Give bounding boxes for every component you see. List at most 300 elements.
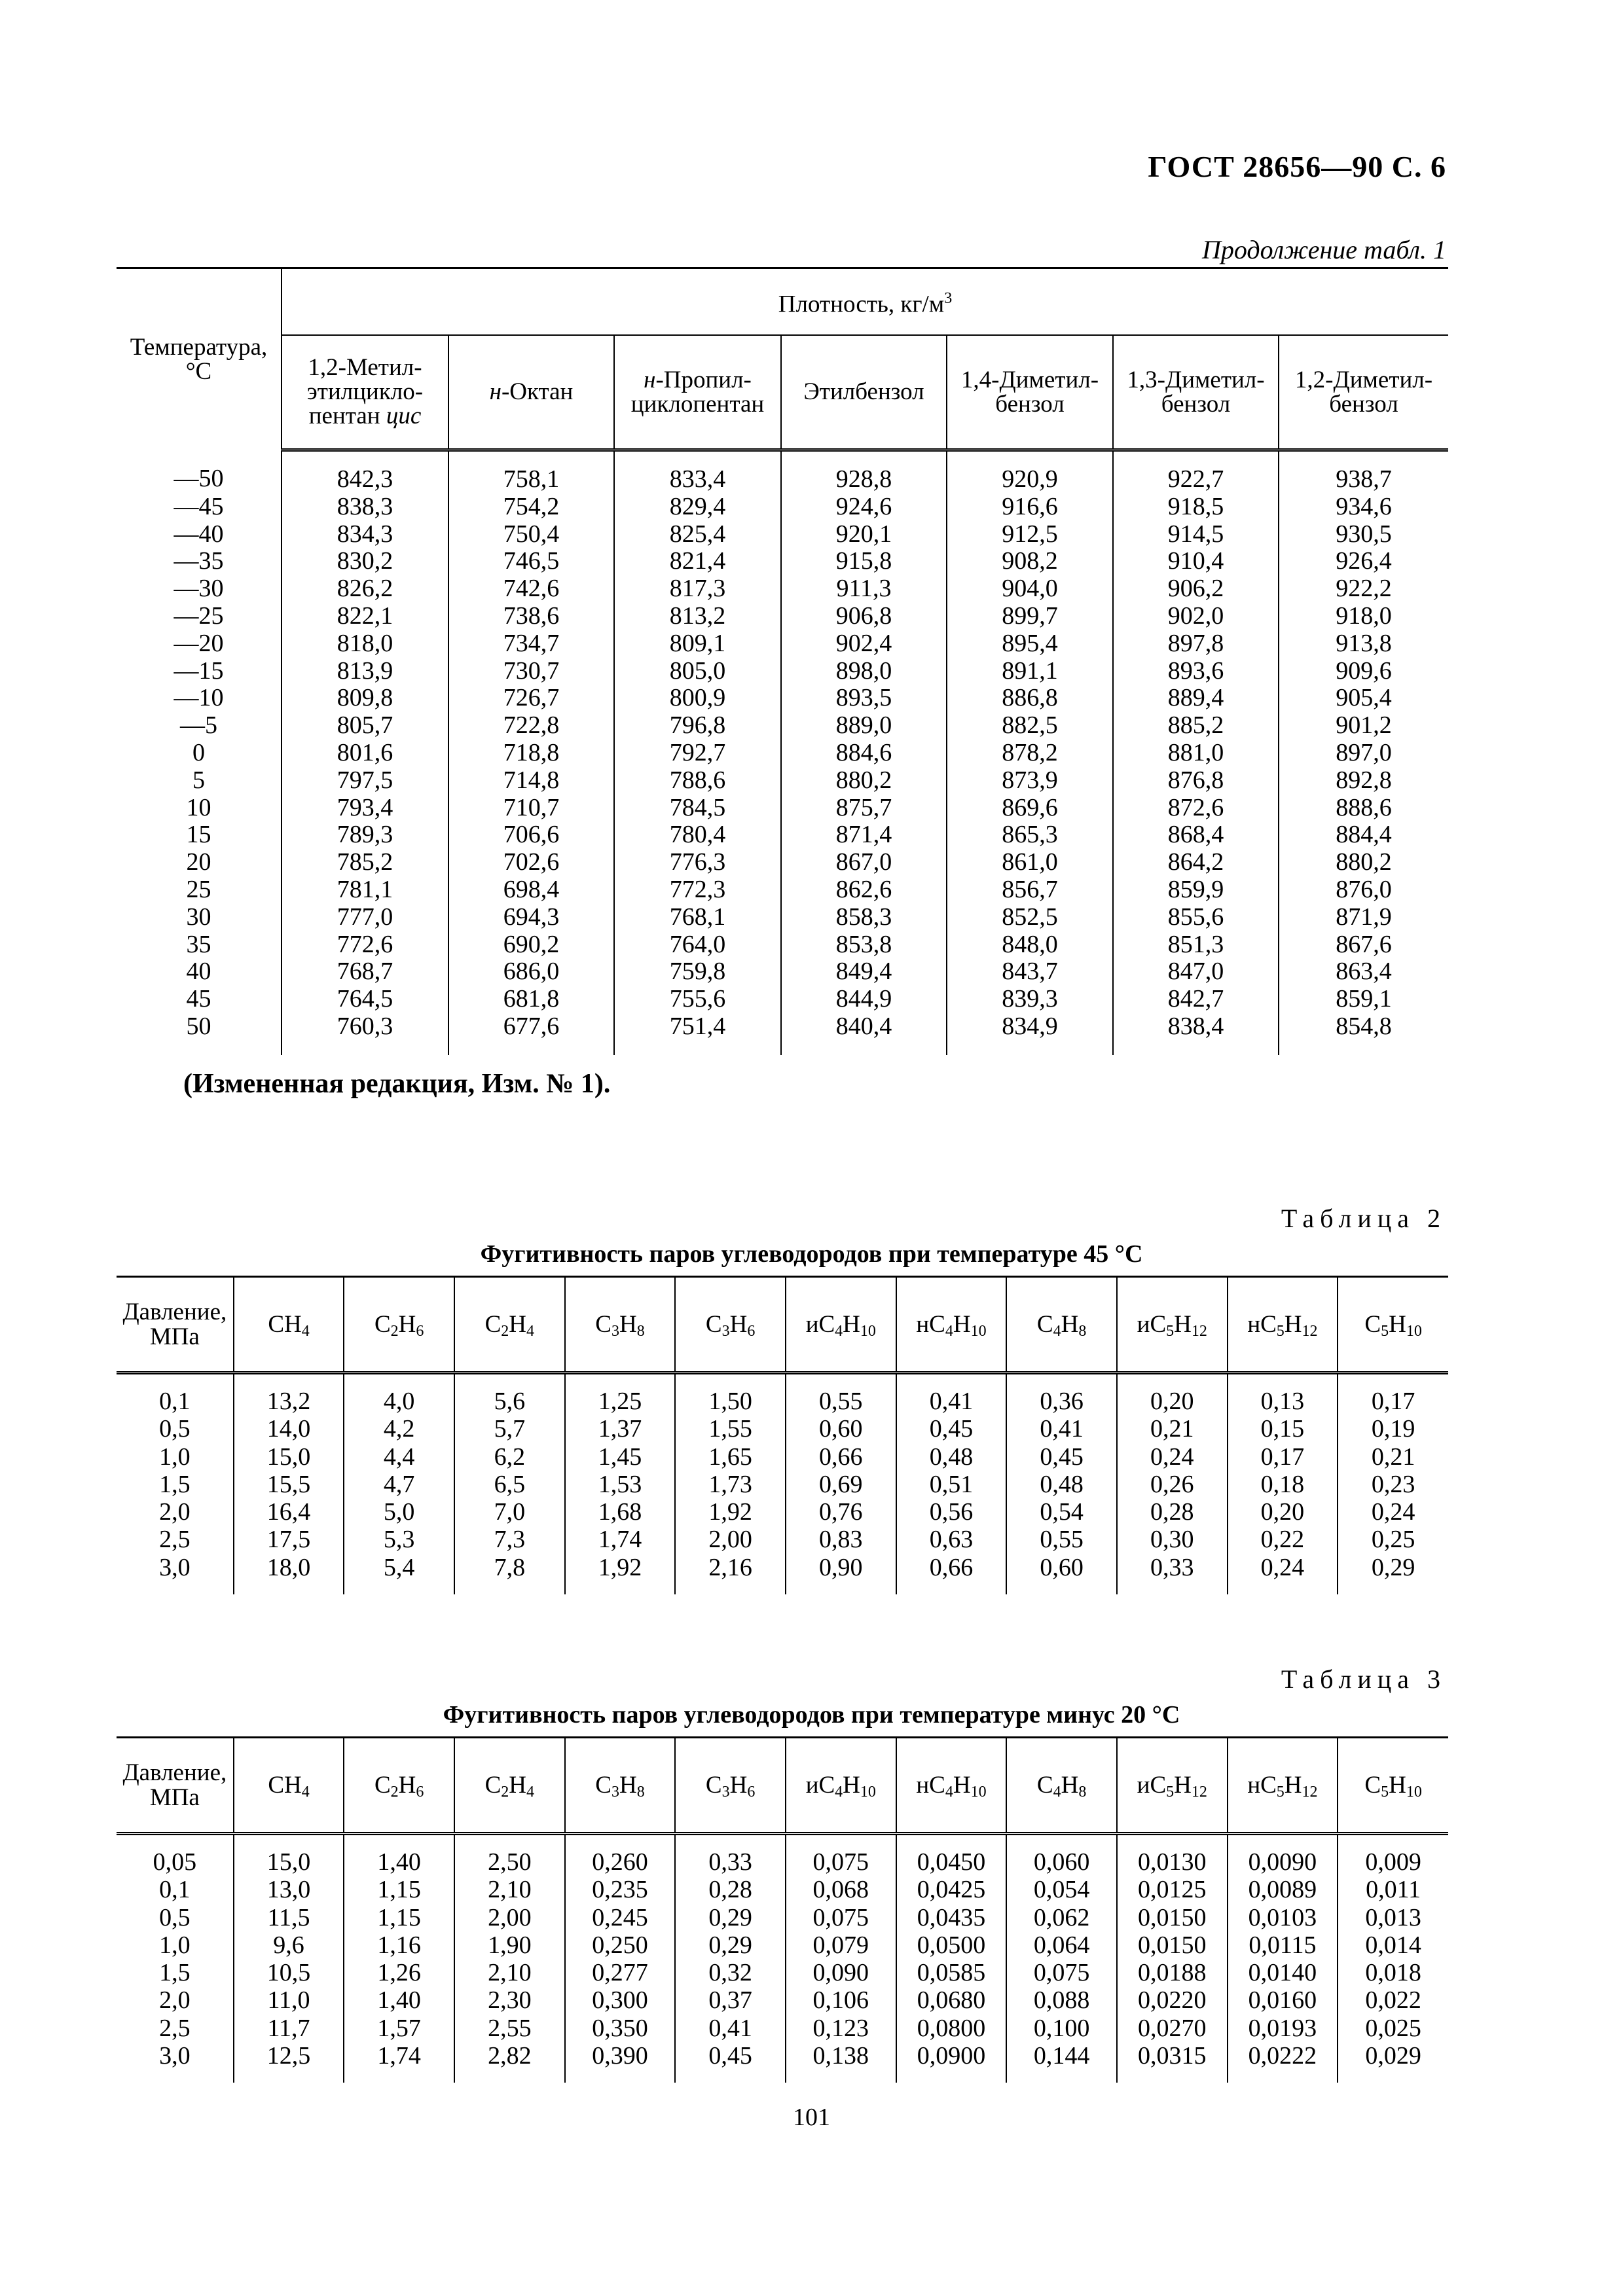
value-cell: 867,6	[1279, 931, 1448, 959]
value-cell: 746,5	[448, 548, 614, 575]
value-cell: 0,138	[786, 2042, 896, 2083]
value-cell: 0,029	[1338, 2042, 1448, 2083]
value-cell: 913,8	[1279, 630, 1448, 658]
value-cell: 842,7	[1113, 986, 1279, 1013]
formula-subscript: 10	[970, 1783, 987, 1801]
value-cell: 0,45	[896, 1415, 1007, 1443]
value-cell: 7,0	[454, 1498, 565, 1526]
value-cell: 781,1	[282, 876, 448, 904]
table-row	[117, 1876, 1448, 1903]
row-label-cell: —10	[173, 684, 224, 712]
value-cell: 0,0450	[896, 1834, 1007, 1876]
value-cell: 4,4	[344, 1443, 454, 1471]
value-cell: 0,090	[786, 1959, 896, 1986]
value-cell: 855,6	[1113, 904, 1279, 931]
value-cell: 886,8	[947, 685, 1113, 712]
value-cell: 0,277	[565, 1959, 676, 1986]
value-cell: 875,7	[781, 795, 947, 822]
value-cell: 863,4	[1279, 958, 1448, 986]
value-cell: 0,0140	[1228, 1959, 1338, 1986]
table-row	[117, 1471, 1448, 1498]
value-cell: 842,3	[282, 450, 448, 493]
value-cell: 1,15	[344, 1904, 454, 1931]
value-cell: 0,0150	[1117, 1931, 1228, 1959]
compound-header	[344, 1738, 454, 1834]
value-cell: 734,7	[448, 630, 614, 658]
value-cell: 2,00	[454, 1904, 565, 1931]
table-row	[117, 1415, 1448, 1443]
value-cell: 868,4	[1113, 821, 1279, 849]
value-cell: 0,300	[565, 1986, 676, 2014]
formula-subscript: 4	[835, 1783, 843, 1801]
value-cell: 0,66	[786, 1443, 896, 1471]
table2-number: Таблица 2	[1281, 1204, 1446, 1233]
value-cell: 826,2	[282, 575, 448, 603]
table-row	[117, 1373, 1448, 1416]
compound-header	[675, 1738, 786, 1834]
value-cell: 759,8	[614, 958, 781, 986]
formula-text: иC	[805, 1310, 835, 1338]
value-cell: 878,2	[947, 740, 1113, 767]
table-row	[117, 712, 1448, 740]
value-cell: 838,3	[282, 493, 448, 521]
value-cell: 1,40	[344, 1986, 454, 2014]
formula-text: C	[484, 1771, 501, 1799]
value-cell: 793,4	[282, 795, 448, 822]
value-cell: 772,6	[282, 931, 448, 959]
value-cell: 1,92	[675, 1498, 786, 1526]
value-cell: 17,5	[234, 1526, 344, 1553]
row-label-cell: 20	[186, 848, 211, 876]
value-cell: 1,73	[675, 1471, 786, 1498]
value-cell: 916,6	[947, 493, 1113, 521]
value-cell: 6,2	[454, 1443, 565, 1471]
row-label-cell: 25	[186, 875, 211, 903]
value-cell: 800,9	[614, 685, 781, 712]
value-cell: 0,29	[675, 1931, 786, 1959]
value-cell: 750,4	[448, 521, 614, 548]
density-table	[117, 267, 1448, 1055]
value-cell: 0,0315	[1117, 2042, 1228, 2083]
row-label-cell: 15	[186, 821, 211, 849]
value-cell: 801,6	[282, 740, 448, 767]
formula-text: H	[729, 1310, 748, 1338]
value-cell: 0,28	[675, 1876, 786, 1903]
value-cell: 18,0	[234, 1554, 344, 1594]
value-cell: 0,144	[1006, 2042, 1117, 2083]
table-row	[117, 1986, 1448, 2014]
row-label-cell: 0,05	[153, 1848, 197, 1876]
value-cell: 0,060	[1006, 1834, 1117, 1876]
value-cell: 0,260	[565, 1834, 676, 1876]
table-row	[117, 603, 1448, 630]
value-cell: 914,5	[1113, 521, 1279, 548]
value-cell: 677,6	[448, 1013, 614, 1055]
value-cell: 862,6	[781, 876, 947, 904]
value-cell: 0,068	[786, 1876, 896, 1903]
value-cell: 911,3	[781, 575, 947, 603]
value-cell: 918,5	[1113, 493, 1279, 521]
value-cell: 16,4	[234, 1498, 344, 1526]
value-cell: 0,390	[565, 2042, 676, 2083]
formula-text: H	[1389, 1310, 1406, 1338]
value-cell: 895,4	[947, 630, 1113, 658]
value-cell: 899,7	[947, 603, 1113, 630]
value-cell: 0,0125	[1117, 1876, 1228, 1903]
compound-header	[565, 1277, 676, 1373]
value-cell: 1,25	[565, 1373, 676, 1416]
value-cell: 0,41	[675, 2015, 786, 2042]
table-row	[117, 1554, 1448, 1594]
value-cell: 880,2	[781, 767, 947, 795]
value-cell: 813,2	[614, 603, 781, 630]
value-cell: 751,4	[614, 1013, 781, 1055]
formula-subscript: 8	[1078, 1783, 1087, 1801]
value-cell: 0,66	[896, 1554, 1007, 1594]
value-cell: 796,8	[614, 712, 781, 740]
value-cell: 681,8	[448, 986, 614, 1013]
formula-subscript: 4	[945, 1322, 953, 1340]
value-cell: 1,68	[565, 1498, 676, 1526]
value-cell: 5,6	[454, 1373, 565, 1416]
row-label-cell: —20	[173, 629, 224, 657]
value-cell: 859,1	[1279, 986, 1448, 1013]
row-label-cell: 2,5	[159, 2014, 191, 2042]
row-label-cell: 45	[186, 985, 211, 1013]
compound-header	[234, 1277, 344, 1373]
value-cell: 813,9	[282, 658, 448, 685]
value-cell: 912,5	[947, 521, 1113, 548]
value-cell: 0,0150	[1117, 1904, 1228, 1931]
formula-subscript: 4	[526, 1783, 535, 1801]
value-cell: 881,0	[1113, 740, 1279, 767]
value-cell: 0,075	[786, 1834, 896, 1876]
value-cell: 856,7	[947, 876, 1113, 904]
value-cell: 0,55	[786, 1373, 896, 1416]
value-cell: 830,2	[282, 548, 448, 575]
value-cell: 1,92	[565, 1554, 676, 1594]
value-cell: 9,6	[234, 1931, 344, 1959]
table-row	[117, 876, 1448, 904]
value-cell: 2,00	[675, 1526, 786, 1553]
value-cell: 928,8	[781, 450, 947, 493]
row-label-cell: 3,0	[159, 1553, 191, 1581]
value-cell: 1,74	[344, 2042, 454, 2083]
table-row	[117, 1834, 1448, 1876]
formula-text: C	[705, 1310, 722, 1338]
value-cell: 0,013	[1338, 1904, 1448, 1931]
value-cell: 0,48	[896, 1443, 1007, 1471]
value-cell: 829,4	[614, 493, 781, 521]
value-cell: 920,9	[947, 450, 1113, 493]
formula-subscript: 5	[1166, 1322, 1175, 1340]
value-cell: 922,2	[1279, 575, 1448, 603]
value-cell: 0,28	[1117, 1498, 1228, 1526]
value-cell: 1,55	[675, 1415, 786, 1443]
value-cell: 785,2	[282, 849, 448, 876]
value-cell: 897,8	[1113, 630, 1279, 658]
value-cell: 710,7	[448, 795, 614, 822]
value-cell: 0,60	[786, 1415, 896, 1443]
table-row	[117, 1443, 1448, 1471]
formula-subscript: 8	[636, 1783, 645, 1801]
formula-text: H	[843, 1310, 860, 1338]
row-label-cell: 1,0	[159, 1931, 191, 1959]
value-cell: 2,10	[454, 1876, 565, 1903]
value-cell: 809,8	[282, 685, 448, 712]
value-cell: 764,5	[282, 986, 448, 1013]
compound-header	[786, 1277, 896, 1373]
value-cell: 0,29	[1338, 1554, 1448, 1594]
value-cell: 1,65	[675, 1443, 786, 1471]
col-header: 1,2-Диметил- бензол	[1279, 335, 1448, 450]
value-cell: 817,3	[614, 575, 781, 603]
compound-header	[675, 1277, 786, 1373]
row-label-cell: 35	[186, 930, 211, 958]
table-row	[117, 2042, 1448, 2083]
formula-text: H	[398, 1310, 416, 1338]
row-label-cell: 1,5	[159, 1959, 191, 1987]
value-cell: 889,4	[1113, 685, 1279, 712]
value-cell: 5,0	[344, 1498, 454, 1526]
row-label-cell: 0	[192, 738, 205, 766]
value-cell: 1,74	[565, 1526, 676, 1553]
table-row	[117, 821, 1448, 849]
compound-header	[786, 1738, 896, 1834]
value-cell: 0,19	[1338, 1415, 1448, 1443]
formula-text: C	[1036, 1771, 1053, 1799]
pressure-header: Давление, МПа	[117, 1738, 234, 1834]
formula-subscript: 10	[970, 1322, 987, 1340]
value-cell: 840,4	[781, 1013, 947, 1055]
value-cell: 0,45	[1006, 1443, 1117, 1471]
value-cell: 859,9	[1113, 876, 1279, 904]
value-cell: 0,45	[675, 2042, 786, 2083]
row-label-cell: 2,0	[159, 1986, 191, 2015]
value-cell: 1,16	[344, 1931, 454, 1959]
compound-header	[454, 1277, 565, 1373]
value-cell: 844,9	[781, 986, 947, 1013]
value-cell: 718,8	[448, 740, 614, 767]
value-cell: 0,37	[675, 1986, 786, 2014]
value-cell: 0,51	[896, 1471, 1007, 1498]
col-header: 1,4-Диметил- бензол	[947, 335, 1113, 450]
value-cell: 0,350	[565, 2015, 676, 2042]
value-cell: 854,8	[1279, 1013, 1448, 1055]
value-cell: 876,0	[1279, 876, 1448, 904]
value-cell: 809,1	[614, 630, 781, 658]
value-cell: 714,8	[448, 767, 614, 795]
row-label-cell: —5	[180, 711, 217, 740]
value-cell: 0,20	[1228, 1498, 1338, 1526]
formula-subscript: 2	[390, 1783, 399, 1801]
compound-header	[454, 1738, 565, 1834]
value-cell: 861,0	[947, 849, 1113, 876]
value-cell: 893,5	[781, 685, 947, 712]
value-cell: 764,0	[614, 931, 781, 959]
table-row	[117, 493, 1448, 521]
value-cell: 0,0103	[1228, 1904, 1338, 1931]
value-cell: 0,15	[1228, 1415, 1338, 1443]
row-label-cell: 30	[186, 903, 211, 931]
row-label-cell: 1,5	[159, 1470, 191, 1498]
row-label-cell: 0,5	[159, 1903, 191, 1931]
value-cell: 702,6	[448, 849, 614, 876]
value-cell: 0,0270	[1117, 2015, 1228, 2042]
row-label-cell: 10	[186, 793, 211, 821]
row-label-cell: 0,1	[159, 1388, 191, 1415]
value-cell: 0,29	[675, 1904, 786, 1931]
compound-header	[344, 1277, 454, 1373]
value-cell: 0,17	[1228, 1443, 1338, 1471]
row-label-cell: 1,0	[159, 1443, 191, 1471]
value-cell: 15,5	[234, 1471, 344, 1498]
value-cell: 0,30	[1117, 1526, 1228, 1553]
value-cell: 7,3	[454, 1526, 565, 1553]
compound-header	[565, 1738, 676, 1834]
formula-text: H	[953, 1771, 971, 1799]
value-cell: 0,48	[1006, 1471, 1117, 1498]
value-cell: 843,7	[947, 958, 1113, 986]
value-cell: 0,22	[1228, 1526, 1338, 1553]
value-cell: 690,2	[448, 931, 614, 959]
value-cell: 15,0	[234, 1834, 344, 1876]
value-cell: 818,0	[282, 630, 448, 658]
value-cell: 768,7	[282, 958, 448, 986]
value-cell: 905,4	[1279, 685, 1448, 712]
value-cell: 4,7	[344, 1471, 454, 1498]
table3-number: Таблица 3	[1281, 1664, 1446, 1694]
page-number: 101	[793, 2104, 830, 2131]
col-header: н-Октан	[448, 335, 614, 450]
value-cell: 0,90	[786, 1554, 896, 1594]
value-cell: 0,0500	[896, 1931, 1007, 1959]
value-cell: 768,1	[614, 904, 781, 931]
value-cell: 0,24	[1228, 1554, 1338, 1594]
page-header: ГОСТ 28656—90 С. 6	[1148, 150, 1446, 183]
value-cell: 884,4	[1279, 821, 1448, 849]
value-cell: 858,3	[781, 904, 947, 931]
formula-subscript: 4	[1053, 1322, 1061, 1340]
value-cell: 0,0115	[1228, 1931, 1338, 1959]
formula-subscript: 3	[721, 1783, 730, 1801]
value-cell: 0,17	[1338, 1373, 1448, 1416]
formula-text: C	[1364, 1771, 1381, 1799]
value-cell: 897,0	[1279, 740, 1448, 767]
table-row	[117, 767, 1448, 795]
value-cell: 772,3	[614, 876, 781, 904]
compound-header	[1006, 1277, 1117, 1373]
value-cell: 726,7	[448, 685, 614, 712]
formula-text: C	[595, 1771, 611, 1799]
value-cell: 926,4	[1279, 548, 1448, 575]
compound-header	[896, 1738, 1007, 1834]
value-cell: 0,0425	[896, 1876, 1007, 1903]
value-cell: 0,075	[786, 1904, 896, 1931]
value-cell: 902,4	[781, 630, 947, 658]
row-label-cell: 40	[186, 958, 211, 986]
value-cell: 2,16	[675, 1554, 786, 1594]
table-row	[117, 630, 1448, 658]
formula-subscript: 8	[1078, 1322, 1087, 1340]
value-cell: 885,2	[1113, 712, 1279, 740]
value-cell: 876,8	[1113, 767, 1279, 795]
formula-text: H	[729, 1771, 748, 1799]
value-cell: 4,2	[344, 1415, 454, 1443]
formula-subscript: 8	[636, 1322, 645, 1340]
formula-subscript: 5	[1166, 1783, 1175, 1801]
value-cell: 0,250	[565, 1931, 676, 1959]
value-cell: 822,1	[282, 603, 448, 630]
value-cell: 851,3	[1113, 931, 1279, 959]
value-cell: 0,106	[786, 1986, 896, 2014]
formula-text: CH	[268, 1771, 302, 1799]
formula-text: H	[1174, 1771, 1192, 1799]
table-row	[117, 931, 1448, 959]
compound-header	[234, 1738, 344, 1834]
row-label-cell: 5	[192, 766, 205, 794]
table-row	[117, 1904, 1448, 1931]
formula-text: H	[1284, 1310, 1302, 1338]
value-cell: 755,6	[614, 986, 781, 1013]
formula-subscript: 6	[416, 1783, 424, 1801]
formula-subscript: 5	[1381, 1783, 1389, 1801]
formula-text: C	[705, 1771, 722, 1799]
value-cell: 0,0435	[896, 1904, 1007, 1931]
value-cell: 908,2	[947, 548, 1113, 575]
value-cell: 0,0160	[1228, 1986, 1338, 2014]
value-cell: 13,2	[234, 1373, 344, 1416]
value-cell: 12,5	[234, 2042, 344, 2083]
value-cell: 10,5	[234, 1959, 344, 1986]
formula-subscript: 2	[501, 1783, 509, 1801]
row-label-cell: —50	[173, 464, 224, 492]
value-cell: 0,245	[565, 1904, 676, 1931]
formula-subscript: 3	[611, 1783, 619, 1801]
formula-subscript: 12	[1191, 1783, 1207, 1801]
value-cell: 848,0	[947, 931, 1113, 959]
formula-subscript: 10	[1406, 1322, 1422, 1340]
value-cell: 706,6	[448, 821, 614, 849]
formula-text: H	[1061, 1310, 1079, 1338]
value-cell: 825,4	[614, 521, 781, 548]
formula-subscript: 10	[1406, 1783, 1422, 1801]
value-cell: 1,26	[344, 1959, 454, 1986]
value-cell: 1,40	[344, 1834, 454, 1876]
value-cell: 13,0	[234, 1876, 344, 1903]
formula-text: CH	[268, 1310, 302, 1338]
formula-text: C	[374, 1310, 391, 1338]
formula-subscript: 6	[747, 1783, 756, 1801]
value-cell: 0,83	[786, 1526, 896, 1553]
value-cell: 934,6	[1279, 493, 1448, 521]
table-row	[117, 575, 1448, 603]
value-cell: 0,41	[1006, 1415, 1117, 1443]
value-cell: 2,82	[454, 2042, 565, 2083]
value-cell: 0,69	[786, 1471, 896, 1498]
compound-header	[1228, 1738, 1338, 1834]
row-label-cell: —40	[173, 520, 224, 548]
formula-subscript: 5	[1276, 1322, 1285, 1340]
value-cell: 5,7	[454, 1415, 565, 1443]
table-row	[117, 1526, 1448, 1553]
formula-text: нC	[916, 1310, 945, 1338]
value-cell: 882,5	[947, 712, 1113, 740]
amendment-note: (Измененная редакция, Изм. № 1).	[183, 1069, 611, 1099]
formula-subscript: 4	[1053, 1783, 1061, 1801]
value-cell: 938,7	[1279, 450, 1448, 493]
value-cell: 0,36	[1006, 1373, 1117, 1416]
